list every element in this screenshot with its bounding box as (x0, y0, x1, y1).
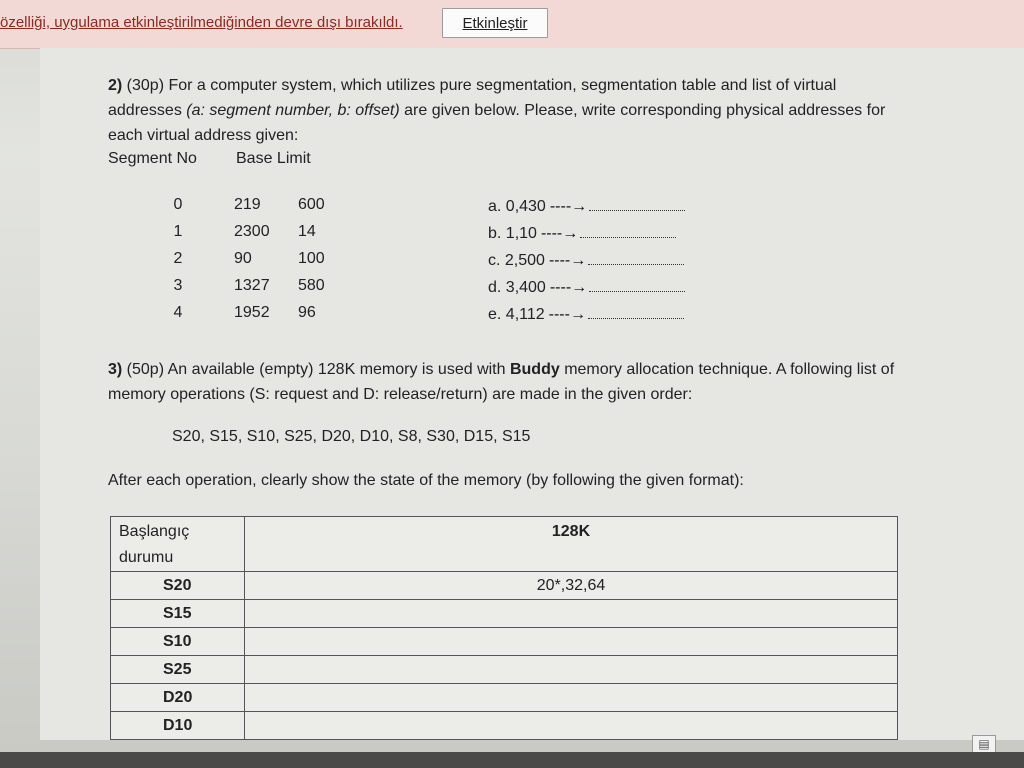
row-value (245, 656, 897, 683)
instruction-text: After each operation, clearly show the state of the memory (by following the given format): (108, 472, 744, 489)
row-value (245, 712, 897, 739)
table-row (111, 684, 897, 712)
virtual-address-item (488, 306, 685, 333)
segment-row (168, 250, 368, 277)
answer-blank (589, 198, 685, 211)
row-label: D20 (111, 684, 245, 711)
memory-state-table (110, 516, 898, 740)
q2-rest: are given below. Please, write corresponding physical addresses for each virtual address given: (108, 102, 886, 144)
table-row (111, 628, 897, 656)
virtual-address-list (488, 198, 685, 333)
segment-limit: 600 (298, 196, 325, 213)
table-row (111, 656, 897, 684)
segment-base: 1327 (234, 277, 270, 294)
segment-table-header (108, 150, 311, 168)
segment-base: 2300 (234, 223, 270, 240)
virtual-address: a. 0,430 (488, 198, 546, 215)
header-segment-no: Segment No (108, 150, 197, 167)
book-icon[interactable]: ▤ (972, 735, 996, 753)
arrow-icon: ----→ (549, 198, 588, 215)
table-row (111, 712, 897, 740)
virtual-address-item (488, 252, 685, 279)
question-2-text (108, 73, 908, 148)
row-value: 20*,32,64 (536, 577, 606, 594)
operations-list: S20, S15, S10, S25, D20, D10, S8, S30, D15, S15 (172, 428, 531, 445)
virtual-address-item (488, 279, 685, 306)
virtual-address: b. 1,10 (488, 225, 537, 242)
segment-limit: 96 (298, 304, 316, 321)
table-row (111, 517, 897, 572)
virtual-address: d. 3,400 (488, 279, 546, 296)
virtual-address: c. 2,500 (488, 252, 545, 269)
arrow-icon: ----→ (548, 252, 587, 269)
q2-italic: (a: segment number, b: offset) (186, 102, 400, 119)
segment-table (168, 196, 368, 331)
header-base-limit: Base Limit (236, 150, 311, 167)
bottom-bar (0, 752, 1024, 768)
segment-no: 0 (173, 196, 183, 213)
arrow-icon: ----→ (548, 306, 586, 323)
virtual-address-item (488, 198, 685, 225)
row-value (245, 628, 897, 655)
segment-limit: 100 (298, 250, 325, 267)
arrow-icon: ----→ (549, 279, 588, 296)
arrow-icon: ----→ (540, 225, 579, 242)
segment-no: 3 (173, 277, 183, 294)
q2-points: (30p) For a computer system, which utilizes pure segmentation, segmentation table and list of virtual addresses (108, 77, 837, 119)
segment-no: 4 (173, 304, 183, 321)
q3-bold: Buddy (509, 361, 560, 378)
segment-base: 219 (234, 196, 261, 213)
table-row (111, 600, 897, 628)
row-label: S20 (111, 572, 245, 599)
row-label: S10 (111, 628, 245, 655)
segment-limit: 14 (298, 223, 316, 240)
segment-no: 2 (173, 250, 183, 267)
virtual-address: e. 4,112 (488, 306, 545, 323)
q3-text-after: memory allocation technique. A following list of memory operations (S: request and D: release/return) are made in the given order: (108, 361, 895, 403)
row-value: 128K (551, 523, 591, 540)
q2-number: 2) (108, 77, 123, 94)
segment-limit: 580 (298, 277, 325, 294)
segment-row (168, 223, 368, 250)
activation-notice-bar (0, 0, 1024, 49)
activate-button[interactable] (442, 8, 548, 38)
segment-base: 90 (234, 250, 252, 267)
question-3-text (108, 357, 908, 407)
q3-number: 3) (108, 361, 123, 378)
row-value (245, 600, 897, 627)
row-label: S15 (111, 600, 245, 627)
row-label: Başlangıç durumu (111, 517, 245, 571)
answer-blank (580, 225, 676, 238)
notice-text: özelliği, uygulama etkinleştirilmediğinden devre dışı bırakıldı. (0, 14, 403, 31)
segment-no: 1 (173, 223, 183, 240)
row-label: D10 (111, 712, 245, 739)
segment-row (168, 277, 368, 304)
segment-base: 1952 (234, 304, 270, 321)
table-row (111, 572, 897, 600)
segment-row (168, 196, 368, 223)
activate-button-label: Etkinleştir (462, 14, 528, 32)
answer-blank (588, 306, 684, 319)
row-value (245, 684, 897, 711)
row-label: S25 (111, 656, 245, 683)
q3-text-before: (50p) An available (empty) 128K memory is used with (122, 361, 510, 378)
answer-blank (588, 252, 684, 265)
virtual-address-item (488, 225, 685, 252)
segment-row (168, 304, 368, 331)
answer-blank (589, 279, 685, 292)
